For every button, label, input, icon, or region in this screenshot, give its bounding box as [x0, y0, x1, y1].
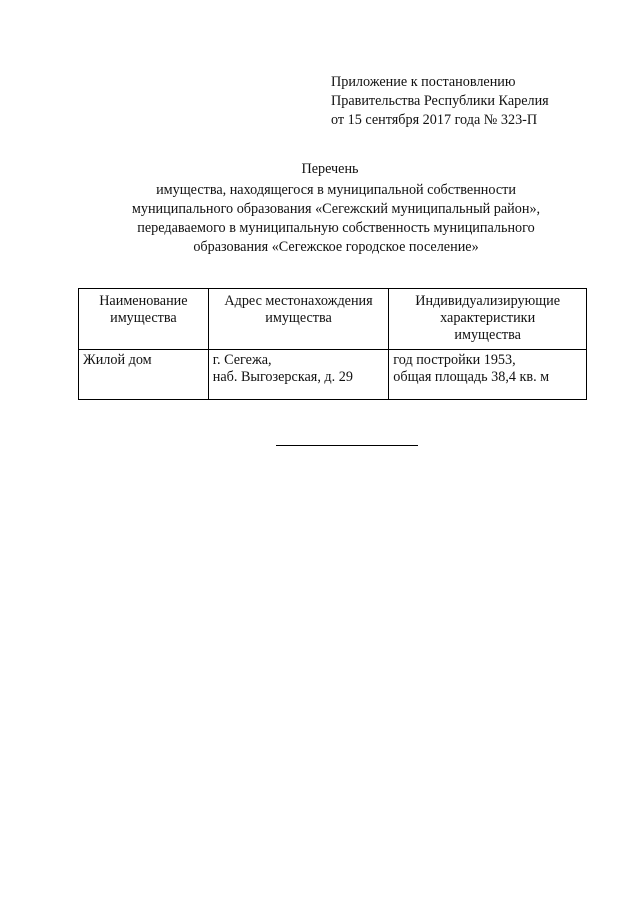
- header-features: [389, 289, 587, 350]
- header-features-line-1: Индивидуализирующие: [415, 293, 561, 309]
- cell-address-line-2: наб. Выгозерская, д. 29: [212, 369, 353, 385]
- document-title: [0, 160, 640, 257]
- header-address: [208, 289, 389, 350]
- appendix-line-3: от 15 сентября 2017 года № 323-П: [331, 112, 538, 128]
- property-table: [78, 288, 587, 400]
- header-features-line-3: имущества: [454, 327, 521, 343]
- title-line-3: передаваемого в муниципальную собственность муниципального: [137, 220, 535, 236]
- cell-name: [79, 350, 209, 400]
- table-header-row: [79, 289, 587, 350]
- title-line-4: образования «Сегежское городское поселение»: [193, 239, 479, 255]
- end-divider-line: [276, 445, 418, 446]
- header-address-line-2: имущества: [265, 310, 332, 326]
- header-name-line-1: Наименование: [99, 293, 188, 309]
- title-line-1: имущества, находящегося в муниципальной собственности: [156, 182, 516, 198]
- appendix-line-1: Приложение к постановлению: [331, 74, 516, 90]
- cell-features-line-2: общая площадь 38,4 кв. м: [393, 369, 550, 385]
- title-heading: Перечень: [301, 161, 359, 177]
- appendix-line-2: Правительства Республики Карелия: [331, 93, 549, 109]
- cell-name-text: Жилой дом: [83, 352, 152, 368]
- header-features-line-2: характеристики: [440, 310, 536, 326]
- table-row: [79, 350, 587, 400]
- cell-features-line-1: год постройки 1953,: [393, 352, 516, 368]
- appendix-header: [331, 73, 549, 130]
- cell-address: [208, 350, 389, 400]
- cell-address-line-1: г. Сегежа,: [212, 352, 272, 368]
- header-address-line-1: Адрес местонахождения: [224, 293, 373, 309]
- header-name-line-2: имущества: [110, 310, 177, 326]
- cell-features: [389, 350, 587, 400]
- title-line-2: муниципального образования «Сегежский муниципальный район»,: [131, 201, 541, 217]
- header-name: [79, 289, 209, 350]
